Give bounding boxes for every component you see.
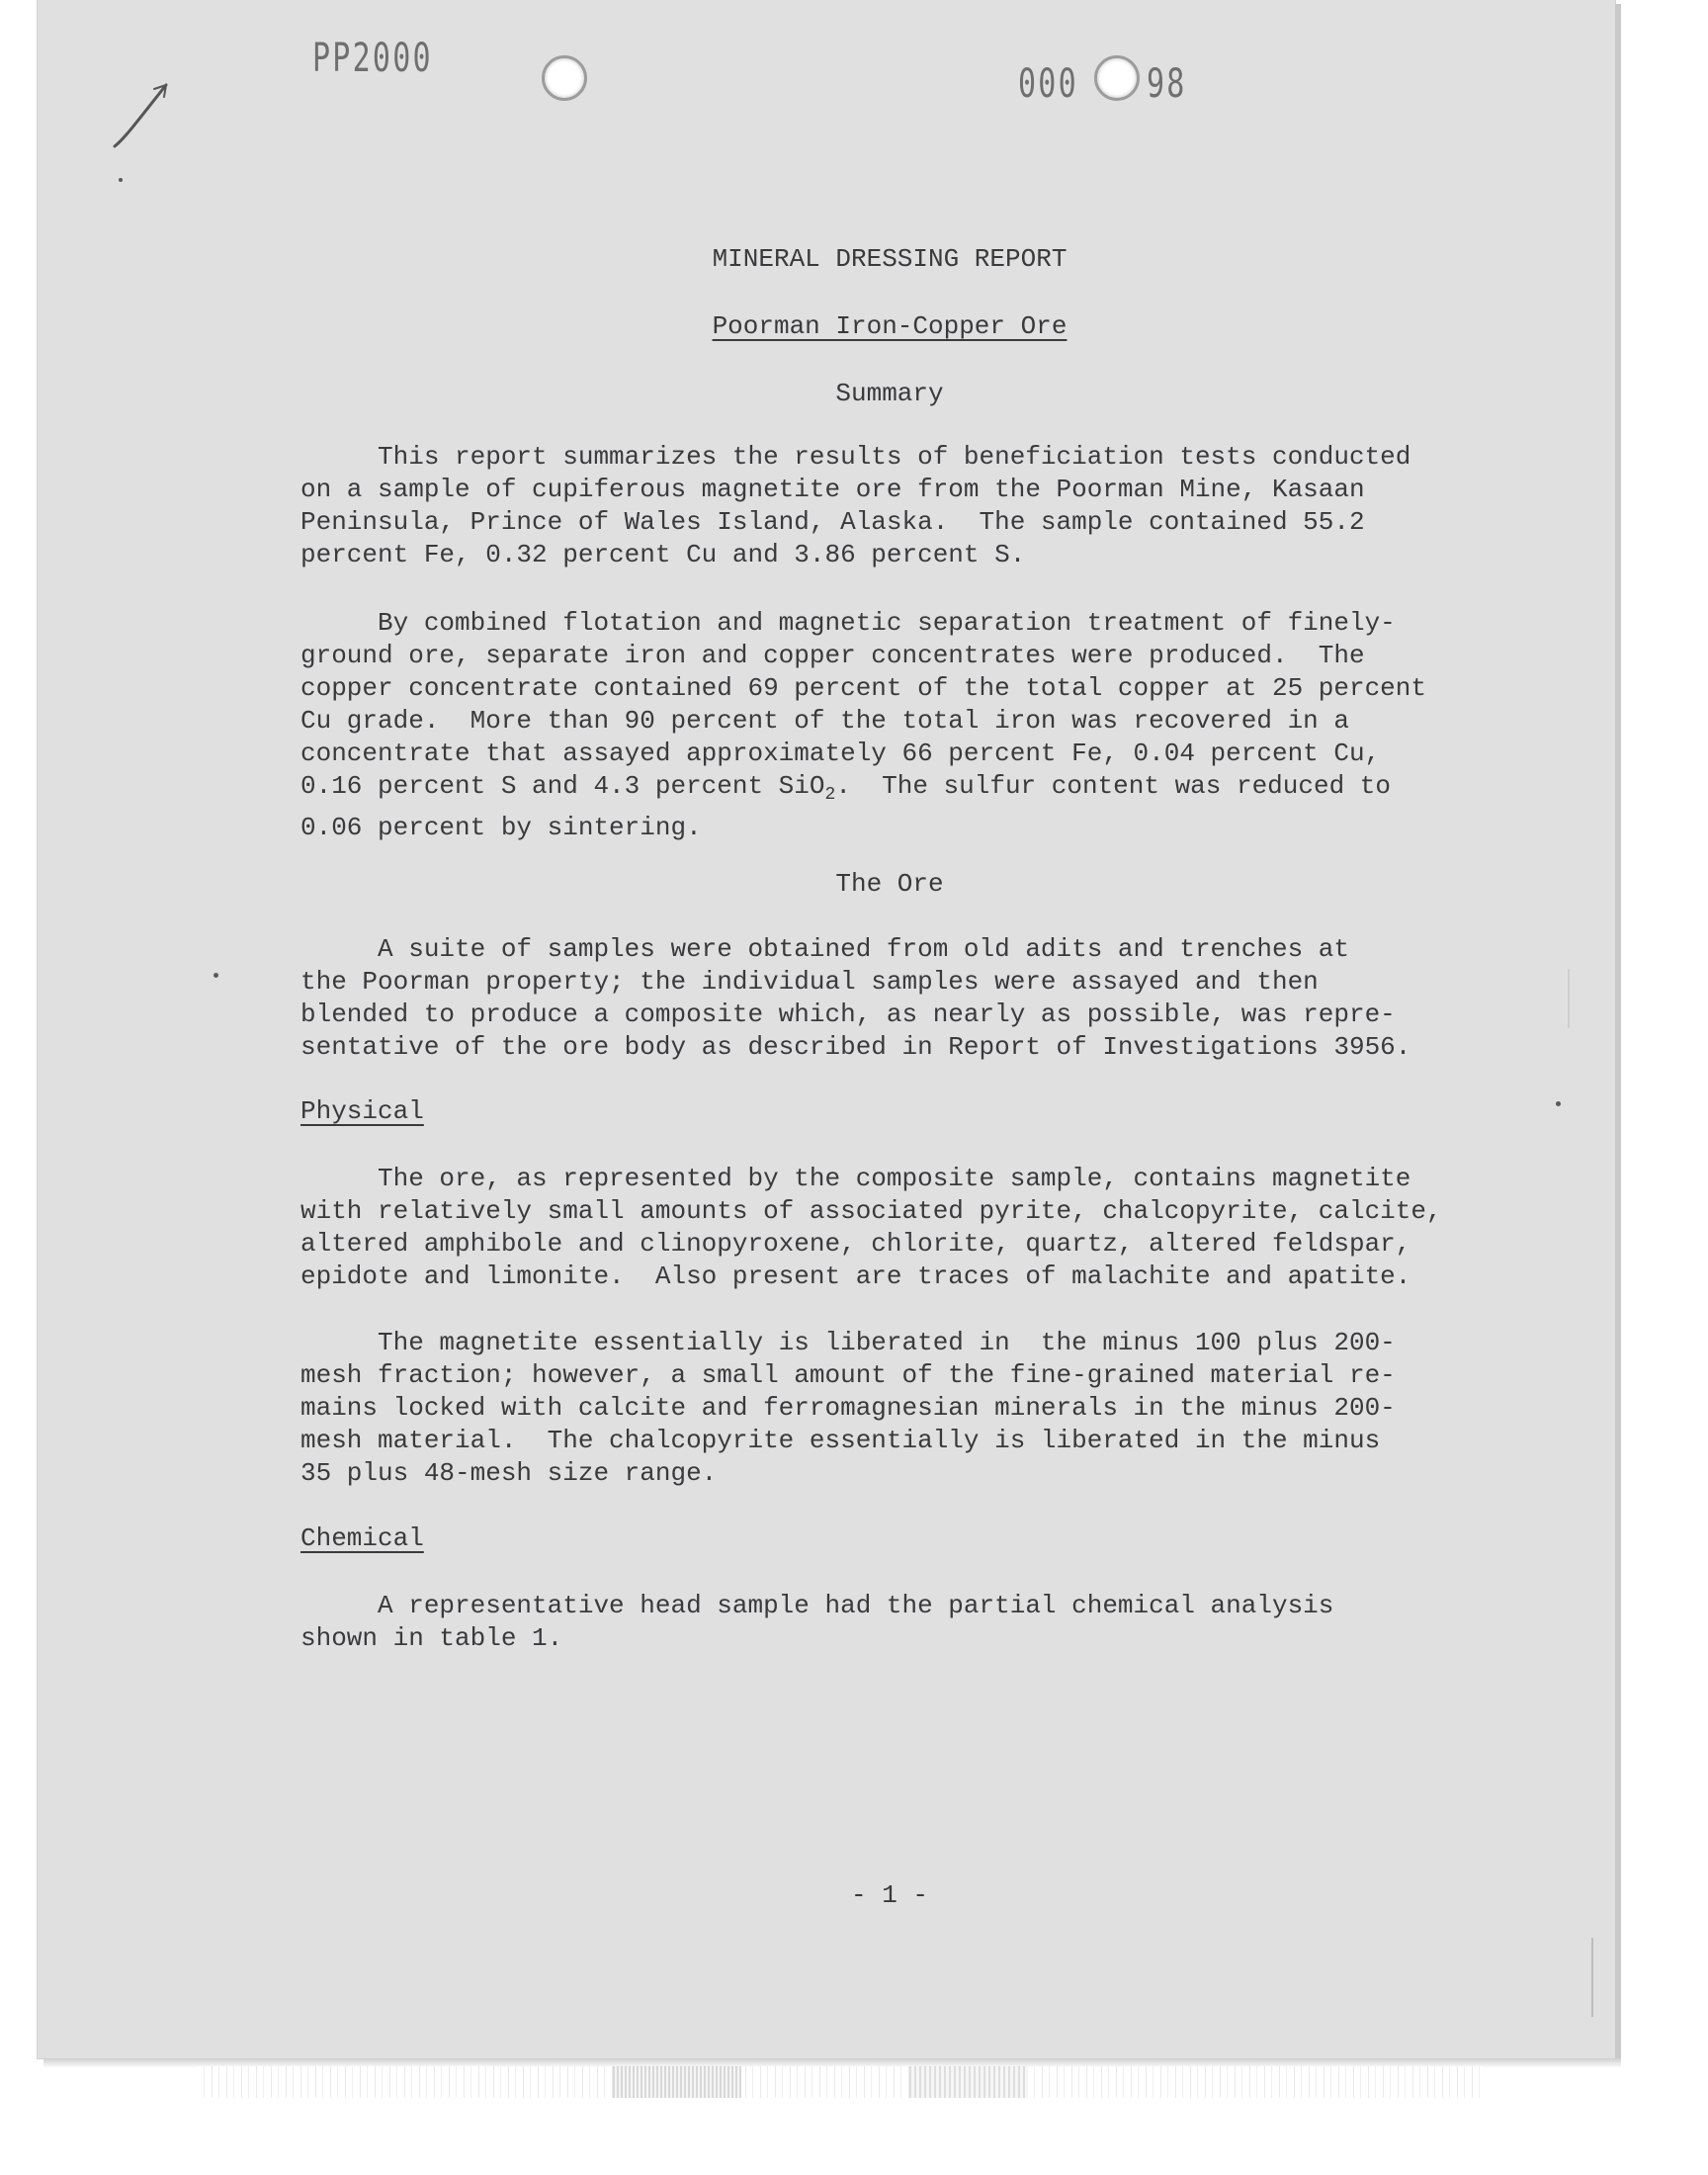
text-line: By combined flotation and magnetic separation treatment of finely- bbox=[300, 608, 1396, 638]
chemical-paragraph-1 bbox=[300, 1590, 1333, 1655]
scan-speck bbox=[214, 973, 218, 978]
text-line: epidote and limonite. Also present are traces of malachite and apatite. bbox=[300, 1262, 1411, 1291]
ore-paragraph-1 bbox=[300, 933, 1410, 1064]
punch-hole-left bbox=[542, 55, 587, 101]
text-line: A representative head sample had the partial chemical analysis bbox=[300, 1591, 1334, 1620]
report-title: MINERAL DRESSING REPORT bbox=[712, 244, 1068, 274]
summary-paragraph-1 bbox=[300, 441, 1410, 571]
text-line-tail: . The sulfur content was reduced to bbox=[835, 771, 1392, 801]
physical-heading-wrap bbox=[300, 1095, 424, 1128]
text-line: blended to produce a composite which, as nearly as possible, was repre- bbox=[300, 1000, 1396, 1029]
report-subtitle-wrap bbox=[0, 310, 1708, 343]
check-mark-icon bbox=[111, 79, 170, 148]
text-line: The magnetite essentially is liberated in the minus 100 plus 200- bbox=[300, 1328, 1396, 1357]
text-line: ground ore, separate iron and copper concentrates were produced. The bbox=[300, 641, 1365, 670]
text-line: on a sample of cupiferous magnetite ore from the Poorman Mine, Kasaan bbox=[300, 475, 1365, 504]
text-line-with-subscript bbox=[300, 770, 1426, 812]
scan-speck bbox=[1556, 1101, 1561, 1106]
physical-paragraph-1 bbox=[300, 1163, 1442, 1293]
text-line: The ore, as represented by the composite sample, contains magnetite bbox=[300, 1164, 1411, 1193]
text-line: Peninsula, Prince of Wales Island, Alaska. The sample contained 55.2 bbox=[300, 507, 1365, 537]
scan-mark bbox=[1568, 969, 1570, 1028]
text-line: copper concentrate contained 69 percent of the total copper at 25 percent bbox=[300, 673, 1426, 703]
text-line: percent Fe, 0.32 percent Cu and 3.86 percent S. bbox=[300, 540, 1026, 569]
text-line: shown in table 1. bbox=[300, 1623, 563, 1653]
chemical-heading: Chemical bbox=[300, 1523, 424, 1553]
summary-heading: Summary bbox=[835, 379, 944, 408]
text-line: mesh material. The chalcopyrite essentially is liberated in the minus bbox=[300, 1426, 1381, 1455]
report-subtitle: Poorman Iron-Copper Ore bbox=[712, 311, 1068, 341]
text-line: Cu grade. More than 90 percent of the total iron was recovered in a bbox=[300, 706, 1349, 736]
scan-artifact-dense bbox=[909, 2066, 1028, 2098]
stamp-number-right-a: 000 bbox=[1018, 61, 1078, 107]
stamp-number-left: PP2000 bbox=[312, 36, 433, 81]
text-line: mesh fraction; however, a small amount of the fine-grained material re- bbox=[300, 1360, 1396, 1390]
text-line: concentrate that assayed approximately 66 percent Fe, 0.04 percent Cu, bbox=[300, 739, 1381, 768]
subscript: 2 bbox=[824, 785, 836, 806]
text-line: 35 plus 48-mesh size range. bbox=[300, 1458, 718, 1488]
physical-heading: Physical bbox=[300, 1096, 424, 1126]
page-number: - 1 - bbox=[850, 1880, 928, 1910]
scan-mark bbox=[1591, 1938, 1593, 2017]
text-line: with relatively small amounts of associated pyrite, chalcopyrite, calcite, bbox=[300, 1196, 1442, 1226]
text-line: altered amphibole and clinopyroxene, chlorite, quartz, altered feldspar, bbox=[300, 1229, 1411, 1259]
ore-heading: The Ore bbox=[835, 869, 944, 899]
punch-hole-right bbox=[1094, 55, 1140, 101]
text-line: mains locked with calcite and ferromagnesian minerals in the minus 200- bbox=[300, 1393, 1396, 1423]
text-line: A suite of samples were obtained from old adits and trenches at bbox=[300, 934, 1349, 964]
text-line: 0.06 percent by sintering. bbox=[300, 813, 702, 843]
scan-artifact bbox=[198, 2066, 1483, 2098]
chemical-heading-wrap bbox=[300, 1522, 424, 1555]
text-line: This report summarizes the results of beneficiation tests conducted bbox=[300, 442, 1411, 472]
scan-artifact-dense bbox=[613, 2066, 741, 2098]
scan-speck bbox=[119, 178, 123, 182]
physical-paragraph-2 bbox=[300, 1327, 1396, 1490]
text-line: the Poorman property; the individual samples were assayed and then bbox=[300, 967, 1319, 997]
text-line: sentative of the ore body as described in Report of Investigations 3956. bbox=[300, 1032, 1411, 1062]
text-line: 0.16 percent S and 4.3 percent SiO bbox=[300, 771, 825, 801]
stamp-number-right-b: 98 bbox=[1147, 61, 1187, 107]
summary-paragraph-2 bbox=[300, 607, 1426, 844]
